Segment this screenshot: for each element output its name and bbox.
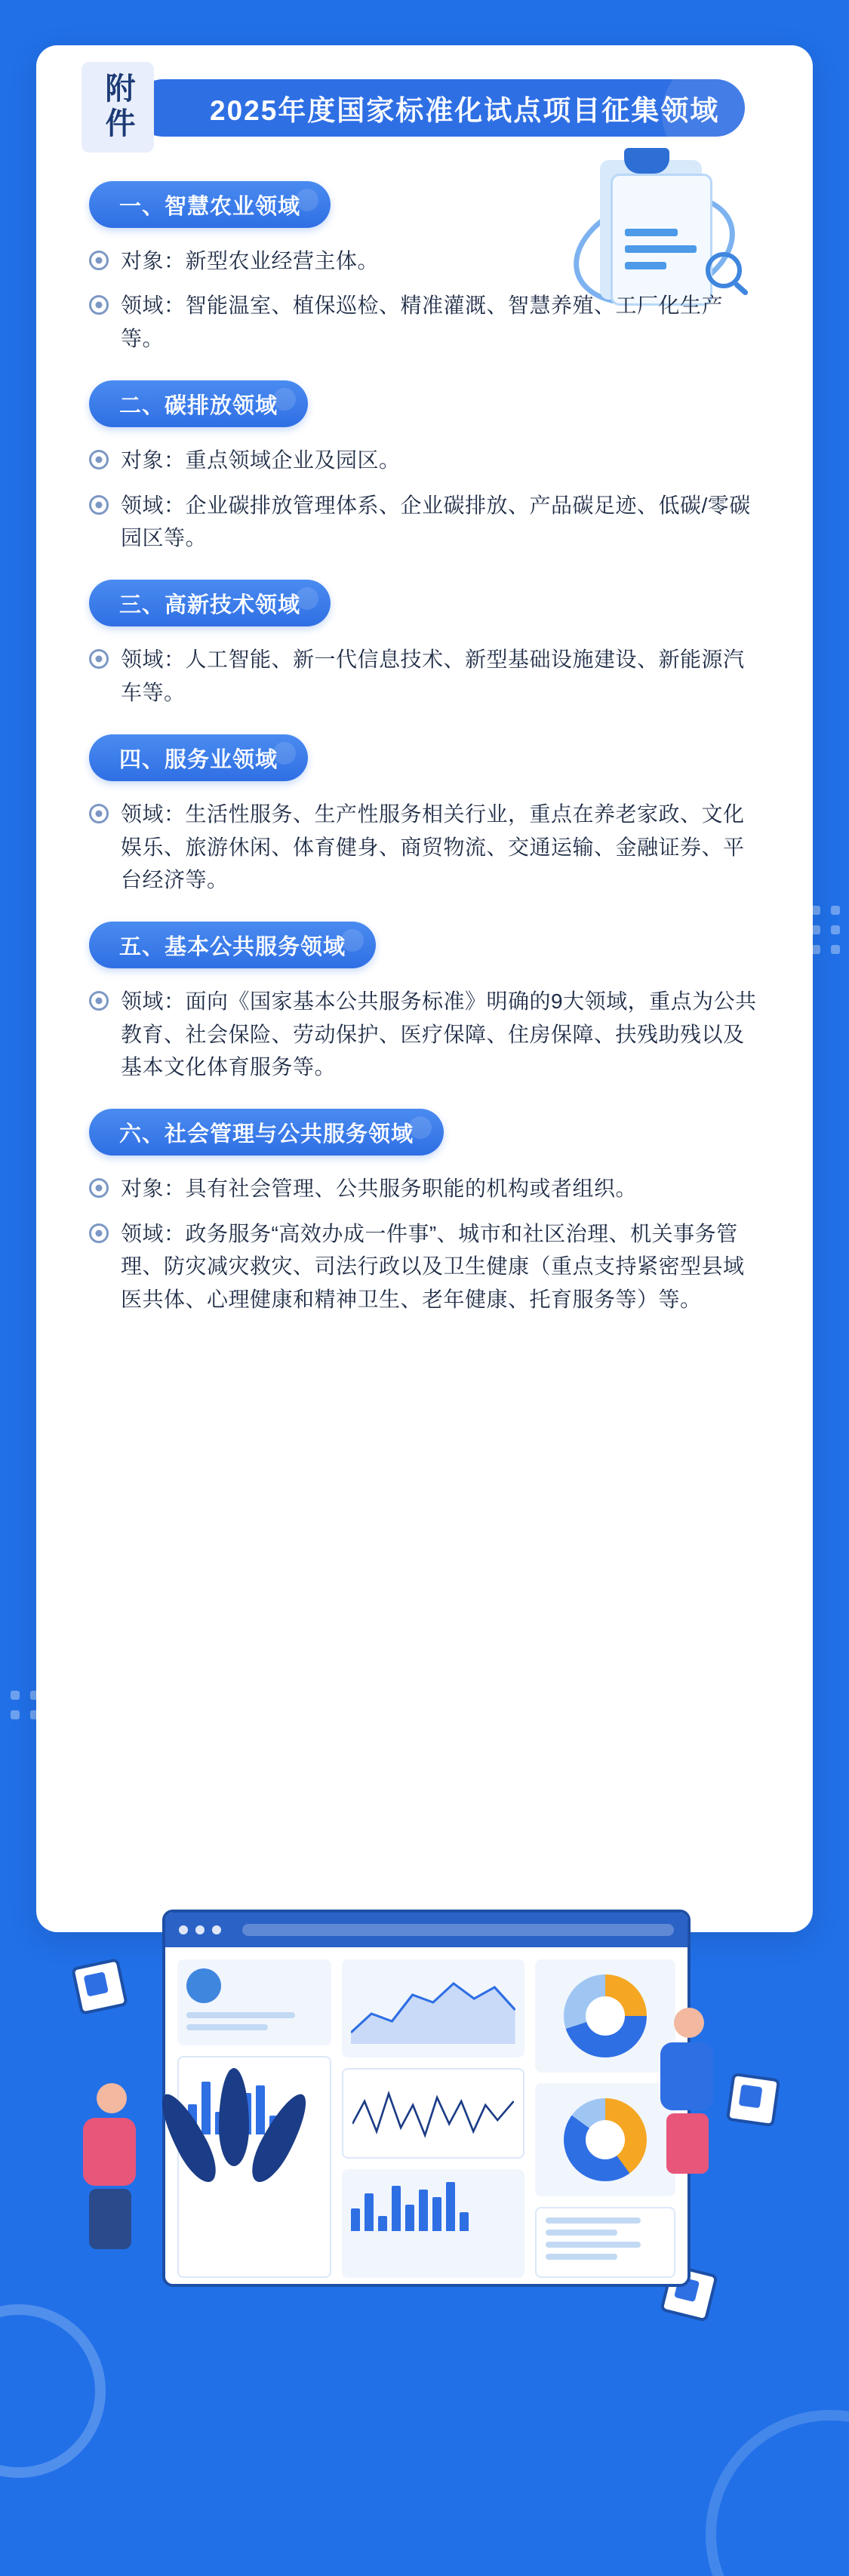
section-basic-public-service	[89, 922, 760, 1083]
list-item-text: 领域：智能温室、植保巡检、精准灌溉、智慧养殖、工厂化生产等。	[121, 294, 724, 350]
section-high-tech	[89, 580, 760, 709]
bullet-icon	[89, 649, 109, 669]
cube-icon	[71, 1958, 128, 2015]
window-dot-icon	[179, 1925, 188, 1934]
bullet-icon	[89, 991, 109, 1011]
bullet-icon	[89, 295, 109, 315]
attachment-label: 附件	[101, 72, 134, 142]
list-item-text: 领域：生活性服务、生产性服务相关行业，重点在养老家政、文化娱乐、旅游休闲、体育健身、商贸物流、交通运输、金融证券、平台经济等。	[121, 802, 745, 891]
area-chart	[351, 1968, 515, 2044]
panel-profile	[177, 1959, 331, 2045]
list-item-text: 领域：面向《国家基本公共服务标准》明确的9大领域，重点为公共教育、社会保险、劳动保护、医疗保障、住房保障、扶残助残以及基本文化体育服务等。	[121, 989, 757, 1079]
bullet-icon	[89, 450, 109, 469]
bullet-icon	[89, 1223, 109, 1243]
section-bullets	[89, 643, 760, 709]
section-carbon-emission	[89, 380, 760, 554]
section-bullets	[89, 798, 760, 896]
panel-donut-chart-2	[535, 2083, 675, 2196]
panel-donut-chart-1	[535, 1959, 675, 2073]
panel-bar-chart-2	[342, 2169, 524, 2278]
window-dot-icon	[195, 1925, 205, 1934]
title-banner	[134, 79, 745, 137]
section-bullets	[89, 1172, 760, 1316]
bullet-icon	[89, 1178, 109, 1198]
list-item	[89, 643, 760, 709]
donut-chart	[564, 2098, 647, 2181]
sections-container	[36, 158, 813, 1316]
section-smart-agriculture	[89, 181, 760, 355]
section-title: 六、社会管理与公共服务领域	[89, 1109, 444, 1156]
window-dot-icon	[212, 1925, 221, 1934]
list-item	[89, 798, 760, 896]
section-social-management	[89, 1109, 760, 1316]
section-title: 五、基本公共服务领域	[89, 922, 376, 968]
list-item-text: 对象：新型农业经营主体。	[121, 249, 380, 272]
section-title: 三、高新技术领域	[89, 580, 331, 626]
donut-chart	[564, 1974, 647, 2057]
person-right	[660, 2008, 751, 2159]
window-addressbar	[242, 1924, 674, 1936]
person-head	[674, 2008, 704, 2038]
list-item-text: 领域：政务服务“高效办成一件事”、城市和社区治理、机关事务管理、防灾减灾救灾、司法行政以及卫生健康（重点支持紧密型县域医共体、心理健康和精神卫生、老年健康、托育服务等）等。	[121, 1221, 745, 1311]
list-item	[89, 1172, 760, 1205]
list-item-text: 对象：具有社会管理、公共服务职能的机构或者组织。	[121, 1177, 638, 1201]
list-item-text: 领域：企业碳排放管理体系、企业碳排放、产品碳足迹、低碳/零碳园区等。	[121, 493, 751, 549]
section-service-industry	[89, 734, 760, 896]
bullet-icon	[89, 495, 109, 515]
section-bullets	[89, 444, 760, 554]
bullet-icon	[89, 804, 109, 823]
person-body	[660, 2042, 713, 2110]
plant-decoration	[189, 2060, 279, 2196]
bar-chart	[351, 2178, 515, 2231]
person-body	[83, 2118, 136, 2186]
avatar	[186, 1968, 221, 2003]
content-card	[36, 45, 813, 1932]
person-legs	[89, 2189, 131, 2249]
footer-illustration	[0, 1834, 849, 2362]
window-titlebar	[165, 1913, 688, 1947]
decor-ring-right	[706, 2410, 849, 2576]
panel-area-chart	[342, 1959, 524, 2057]
poster-header	[36, 45, 813, 158]
person-head	[97, 2083, 127, 2113]
list-item	[89, 245, 760, 277]
panel-line-chart	[342, 2068, 524, 2159]
section-bullets	[89, 985, 760, 1083]
list-item-text: 对象：重点领域企业及园区。	[121, 448, 401, 472]
section-bullets	[89, 245, 760, 355]
list-item	[89, 1217, 760, 1316]
section-title: 四、服务业领域	[89, 734, 308, 781]
list-item	[89, 985, 760, 1083]
section-title: 一、智慧农业领域	[89, 181, 331, 228]
list-item	[89, 289, 760, 355]
person-left	[83, 2083, 174, 2234]
page-title: 2025年度国家标准化试点项目征集领域	[210, 95, 720, 126]
bullet-icon	[89, 251, 109, 270]
section-title: 二、碳排放领域	[89, 380, 308, 427]
list-item-text: 领域：人工智能、新一代信息技术、新型基础设施建设、新能源汽车等。	[121, 648, 745, 704]
line-chart	[352, 2079, 514, 2147]
attachment-badge	[82, 62, 154, 152]
person-legs	[666, 2113, 709, 2174]
list-item	[89, 444, 760, 476]
panel-list	[535, 2207, 675, 2278]
list-item	[89, 489, 760, 555]
